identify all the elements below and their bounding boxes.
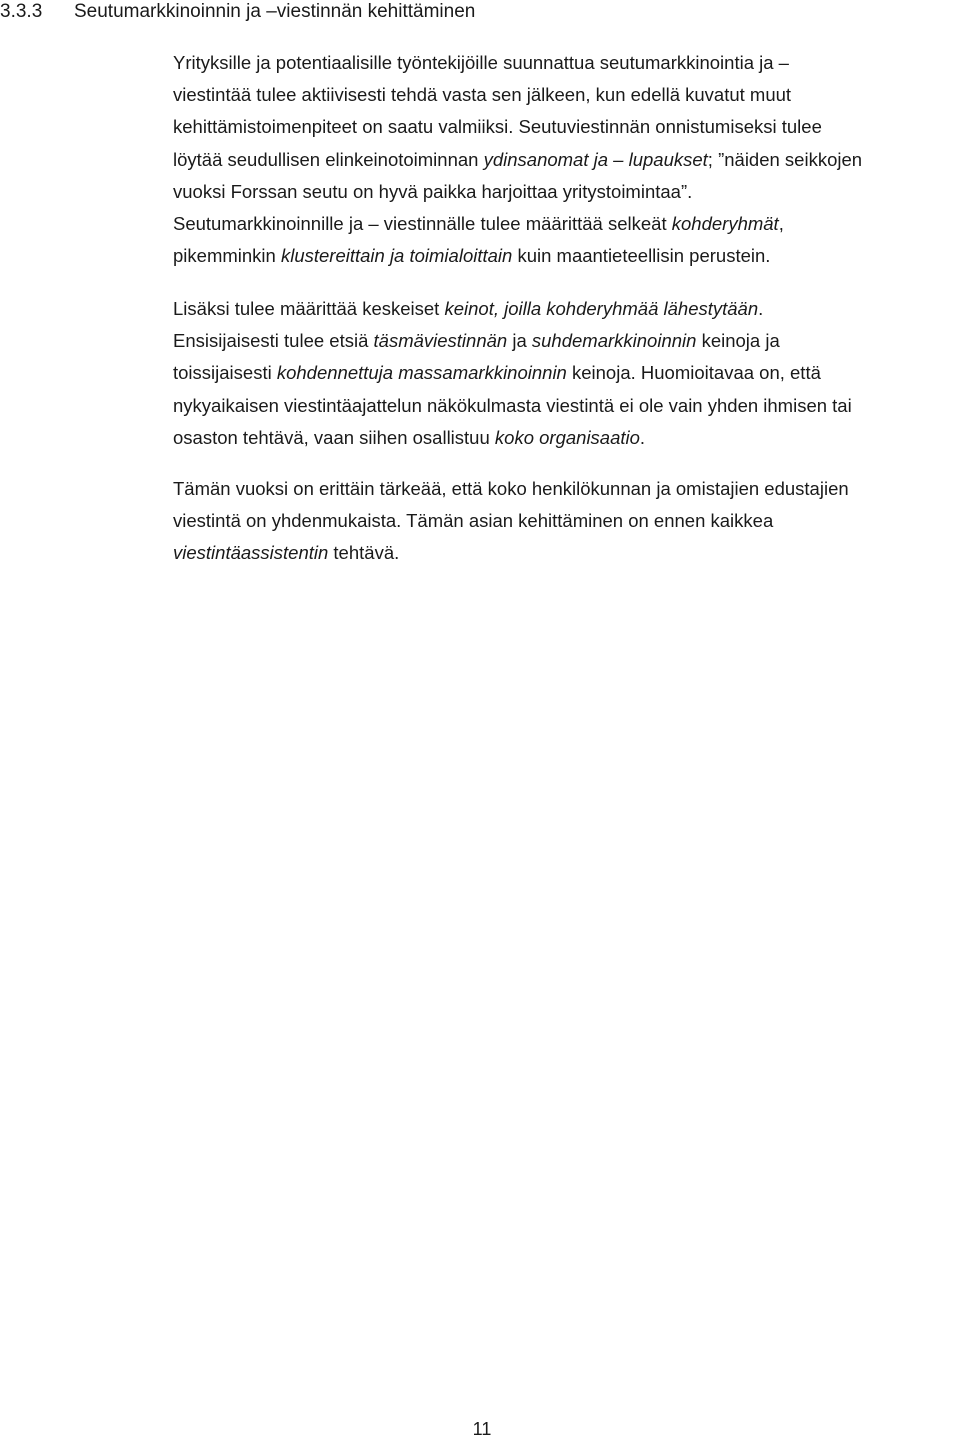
text-run: . — [639, 426, 646, 448]
emphasis-text: koko organisaatio — [494, 426, 640, 448]
text-run: . — [758, 298, 764, 319]
emphasis-text: ydinsanomat ja – lupaukset — [483, 148, 708, 170]
text-line — [173, 537, 960, 569]
text-run: pikemminkin — [173, 245, 281, 267]
section-number: 3.3.3 — [0, 1, 43, 22]
emphasis-text: kohdennettuja massamarkkinoinnin — [276, 362, 567, 384]
text-line — [173, 293, 960, 325]
text-line: Yrityksille ja potentiaalisille työntekijöille suunnattua seutumarkkinointia ja – — [173, 52, 789, 73]
emphasis-text: kohderyhmät — [671, 212, 779, 234]
emphasis-text: klustereittain ja toimialoittain — [280, 245, 513, 267]
text-run: keinoja ja — [696, 330, 780, 352]
text-run: kuin maantieteellisin perustein. — [512, 245, 771, 267]
text-line: vuoksi Forssan seutu on hyvä paikka harjoittaa yritystoimintaa”. — [173, 180, 693, 202]
text-run: Seutumarkkinoinnille ja – viestinnälle tulee määrittää selkeät — [173, 212, 672, 234]
text-line: viestintä on yhdenmukaista. Tämän asian kehittäminen on ennen kaikkea — [173, 510, 774, 532]
text-line: Tämän vuoksi on erittäin tärkeää, että koko henkilökunnan ja omistajien edustajien — [173, 478, 849, 499]
text-run: keinoja. Huomioitavaa on, että — [566, 362, 821, 384]
page-number: 11 — [472, 1419, 492, 1439]
text-line — [173, 357, 960, 389]
text-run: Ensisijaisesti tulee etsiä — [173, 330, 374, 352]
paragraph-1 — [173, 47, 960, 272]
emphasis-text: suhdemarkkinoinnin — [531, 330, 697, 352]
text-run: , — [778, 212, 784, 234]
text-line: kehittämistoimenpiteet on saatu valmiiksi. Seutuviestinnän onnistumiseksi tulee — [173, 116, 822, 138]
text-run: löytää seudullisen elinkeinotoiminnan — [173, 148, 484, 170]
text-line — [173, 240, 960, 272]
emphasis-text: viestintäassistentin — [173, 542, 329, 564]
paragraph-2 — [173, 293, 960, 454]
text-run: toissijaisesti — [173, 362, 277, 384]
text-line — [173, 208, 960, 240]
emphasis-text: täsmäviestinnän — [373, 330, 508, 352]
text-run: tehtävä. — [328, 542, 400, 564]
text-line — [173, 422, 960, 454]
text-line: viestintää tulee aktiivisesti tehdä vasta sen jälkeen, kun edellä kuvatut muut — [173, 84, 792, 106]
text-line — [173, 325, 960, 357]
text-run: osaston tehtävä, vaan siihen osallistuu — [173, 426, 495, 448]
emphasis-text: keinot, joilla kohderyhmää lähestytään — [444, 298, 759, 319]
paragraph-3 — [173, 473, 960, 570]
text-line: nykyaikaisen viestintäajattelun näkökulmasta viestintä ei ole vain yhden ihmisen tai — [173, 394, 852, 416]
section-heading — [0, 0, 475, 24]
text-run: ; ”näiden seikkojen — [707, 148, 863, 170]
text-run: Lisäksi tulee määrittää keskeiset — [173, 298, 445, 319]
text-run: ja — [507, 330, 532, 352]
text-line — [173, 144, 960, 176]
section-title: Seutumarkkinoinnin ja –viestinnän kehittäminen — [74, 1, 476, 22]
